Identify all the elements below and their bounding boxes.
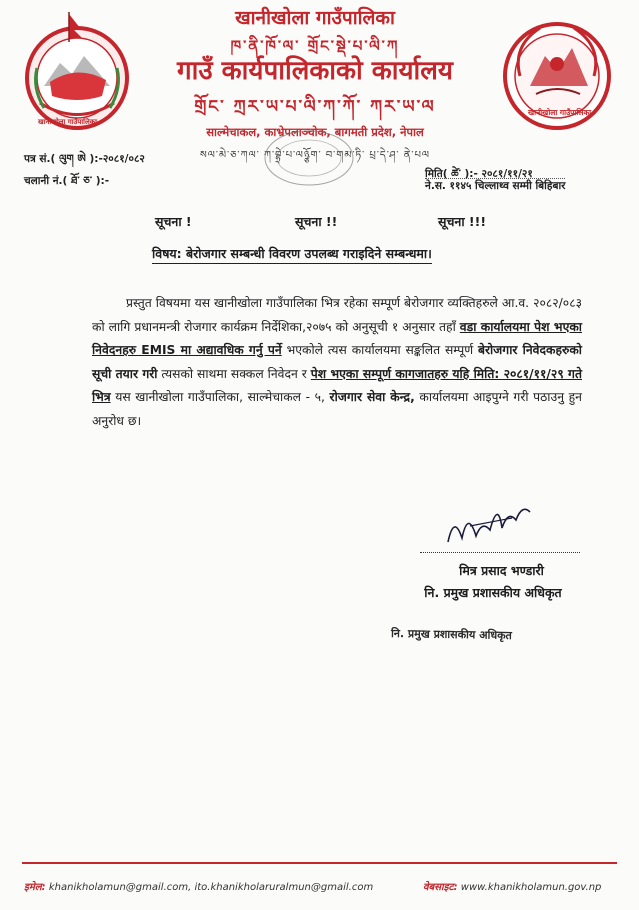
email-value[interactable]: khanikholamun@gmail.com, ito.khanikholaruralmun@gmail.com (48, 882, 374, 893)
office-address: साल्मेचाकल, काभ्रेपलाञ्चोक, बागमती प्रदेश, नेपाल (206, 125, 424, 139)
signature-line (420, 552, 580, 553)
body-emphasis-2: बेरोजगार निवेदकहरुको सूची तयार गरी (92, 343, 582, 381)
website-link[interactable]: www.khanikholamun.gov.np (460, 882, 602, 893)
office-round-stamp (262, 128, 357, 188)
letter-subject: विषय: बेरोजगार सम्बन्धी विवरण उपलब्ध गराइदिने सम्बन्धमा। (152, 245, 432, 264)
handwritten-signature (440, 490, 535, 552)
notice-label-1: सूचना ! (155, 214, 192, 229)
signatory-title: नि. प्रमुख प्रशासकीय अधिकृत (424, 585, 562, 600)
letter-body (92, 292, 582, 433)
body-text-4: यस खानीखोला गाउँपालिका, साल्मेचाकल - ५, (110, 390, 330, 404)
logo-caption-right: खानीखोला गाउँपालिका (528, 108, 592, 117)
nepal-sambat-date: ने.स. ११४५ चिल्लाथ्व सम्मी बिहिबार (425, 180, 566, 192)
logo-caption-left: खानीखोला गाउँपालिका (38, 118, 97, 126)
footer-website (423, 879, 601, 893)
body-text-1: प्रस्तुत विषयमा यस खानीखोला गाउँपालिका भित्र रहेका सम्पूर्ण बेरोजगार व्यक्तिहरुले आ.व. २०८२/०८३ को लागि प्रधानमन्त्री रोजगार कार्यक्रम निर्देशिका,२०७५ को अनुसूची १ अनुसार तहाँ (92, 296, 582, 334)
notice-label-2: सूचना !! (295, 214, 338, 229)
office-address-tibetan: སལ་མེ་ཅ་ཀལ་ ཀ་བྷྲེ་པ་ལཉྩོག་ བ་གམ་ཏི་ པྲ་དེ་ཤ་ ནེ་པལ (200, 150, 430, 161)
body-text-5: कार्यालयमा आइपुग्ने गरी पठाउनु हुन अनुरोध छ। (92, 390, 582, 428)
notice-label-3: सूचना !!! (438, 214, 487, 229)
body-emphasis-4: रोजगार सेवा केन्द्र, (329, 390, 415, 404)
body-text-3: त्यसको साथमा सक्कल निवेदन र (157, 366, 311, 381)
municipality-name: खानीखोला गाउँपालिका (235, 7, 395, 29)
letter-date: मिति( ཚེ་ ):- २०८१/११/२१ (425, 168, 533, 180)
municipality-name-tibetan: ཁ་ནི་ཁོ་ལ་ གྲོང་སྡེ་པ་ལི་ཀ (230, 37, 400, 55)
reference-number: पत्र सं.( ལུག ཨེ ):-२०८१/०८२ (24, 153, 145, 165)
footer-divider (22, 862, 617, 864)
body-paragraph (92, 292, 582, 433)
office-name-tibetan: གྲོང་ ཀྲར་ཡ་པ་ལི་ཀ་ཀོ་ ཀར་ཡ་ལ (194, 97, 436, 117)
designation-stamp: नि. प्रमुख प्रशासकीय अधिकृत (390, 626, 513, 643)
body-emphasis-1: वडा कार्यालयमा पेश भएका निवेदनहरु EMIS मा अद्यावधिक गर्नु पर्ने (92, 319, 582, 357)
office-name: गाउँ कार्यपालिकाको कार्यालय (177, 56, 453, 86)
body-emphasis-3: पेश भएका सम्पूर्ण कागजातहरु यहि मिति: २०८१/११/२९ गते भित्र (92, 366, 582, 404)
municipality-logo (500, 16, 615, 136)
email-label: इमेल: (24, 882, 46, 893)
website-label: वेबसाइट: (423, 882, 458, 893)
body-text-2: भएकोले त्यस कार्यालयमा सङ्कलित सम्पूर्ण (281, 343, 478, 357)
footer-email (24, 879, 373, 893)
signatory-name: मित्र प्रसाद भण्डारी (459, 563, 544, 578)
dispatch-number: चलानी नं.( ཐོ་ ཅ་ ):- (24, 175, 110, 187)
